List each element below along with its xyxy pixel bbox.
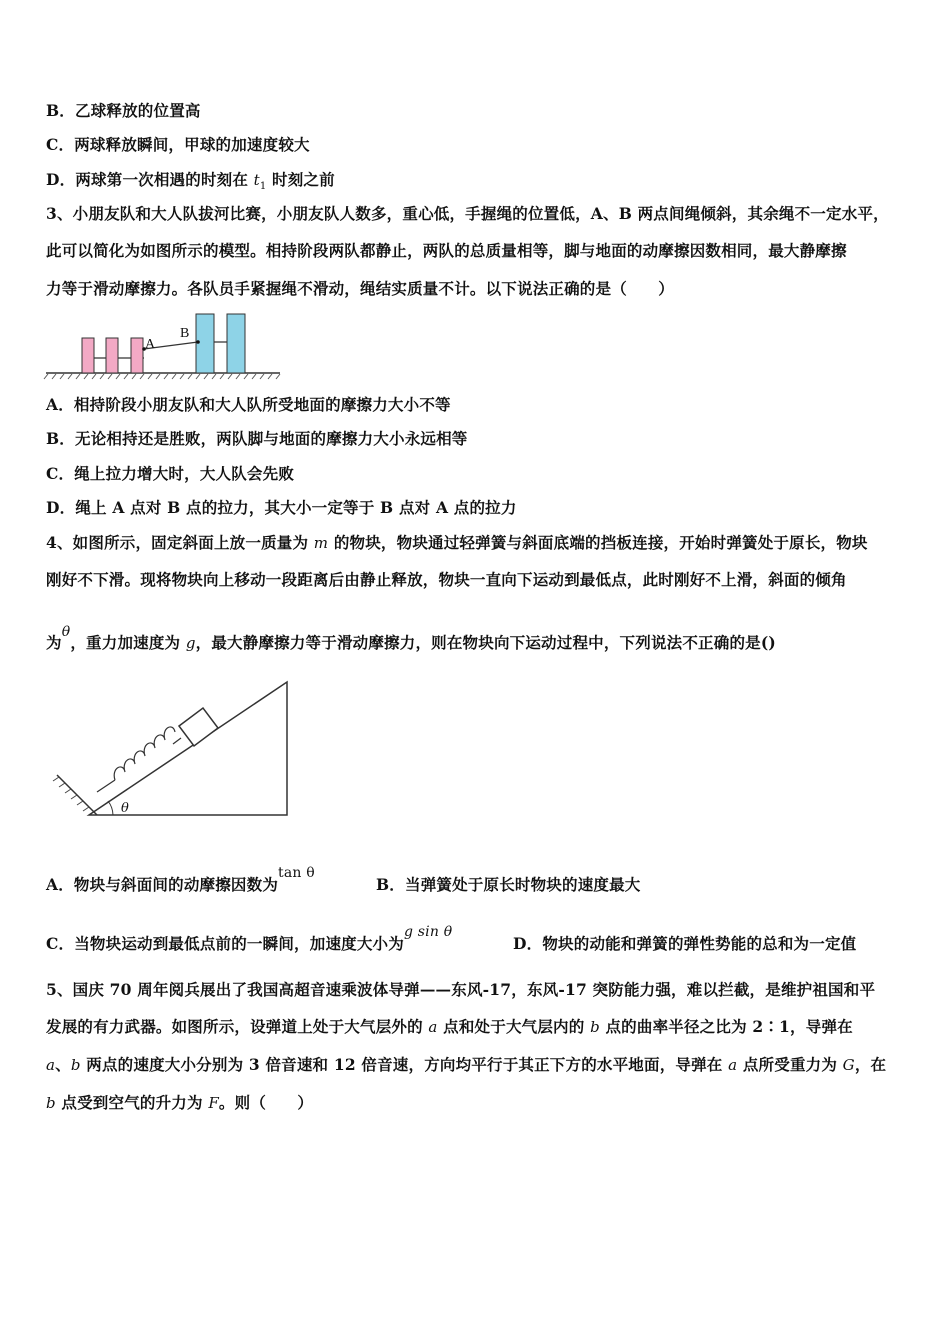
q2-option-c: C．两球释放瞬间，甲球的加速度较大 xyxy=(46,135,310,154)
q5-stem-line-1: 5、国庆 70 周年阅兵展出了我国高超音速乘波体导弹——东风-17，东风-17 突防能力强，难以拦截，是维护祖国和平 xyxy=(46,980,876,999)
q5-stem-line-3: a、b 两点的速度大小分别为 3 倍音速和 12 倍音速，方向均平行于其正下方的水平地面，导弹在 a 点所受重力为 G，在 xyxy=(46,1055,887,1074)
q4-option-a: A．物块与斜面间的动摩擦因数为tan θ xyxy=(46,865,315,894)
ground xyxy=(44,373,280,379)
incline-triangle xyxy=(89,682,287,815)
child-3 xyxy=(131,338,143,373)
spring-connector-high xyxy=(173,738,181,744)
spring-connector-low xyxy=(97,780,115,792)
angle-theta-label: θ xyxy=(121,801,129,816)
q4-stem-line-2: 刚好不下滑。现将物块向上移动一段距离后由静止释放，物块一直向下运动到最低点，此时刚好不上滑，斜面的倾角 xyxy=(46,570,847,589)
angle-arc xyxy=(108,801,113,815)
q4-option-c: C．当物块运动到最低点前的一瞬间，加速度大小为g sin θ xyxy=(46,924,453,953)
adult-2 xyxy=(227,314,245,373)
q4-option-b: B．当弹簧处于原长时物块的速度最大 xyxy=(376,875,641,894)
incline-spring-figure xyxy=(55,680,295,820)
q4-stem-line-3: 为θ，重力加速度为 g，最大静摩擦力等于滑动摩擦力，则在物块向下运动过程中，下列说法不正确的是() xyxy=(46,624,776,652)
q3-option-c: C．绳上拉力增大时，大人队会先败 xyxy=(46,464,295,483)
wall-stop xyxy=(53,775,97,815)
child-1 xyxy=(82,338,94,373)
q4-option-d: D．物块的动能和弹簧的弹性势能的总和为一定值 xyxy=(513,934,857,953)
label-a: A xyxy=(145,337,156,352)
q5-stem-line-2: 发展的有力武器。如图所示，设弹道上处于大气层外的 a 点和处于大气层内的 b 点的曲率半径之比为 2∶1，导弹在 xyxy=(46,1017,853,1036)
q4-stem-line-1: 4、如图所示，固定斜面上放一质量为 m 的物块，物块通过轻弹簧与斜面底端的挡板连接，开始时弹簧处于原长，物块 xyxy=(46,533,868,552)
q3-option-a: A．相持阶段小朋友队和大人队所受地面的摩擦力大小不等 xyxy=(46,395,451,414)
spring xyxy=(114,727,175,780)
q3-stem-line-3: 力等于滑动摩擦力。各队员手紧握绳不滑动，绳结实质量不计。以下说法正确的是（ ） xyxy=(46,279,675,298)
block xyxy=(179,708,218,746)
point-b xyxy=(196,340,200,344)
q3-stem-line-1: 3、小朋友队和大人队拔河比赛，小朋友队人数多，重心低，手握绳的位置低，A、B 两点间绳倾斜，其余绳不一定水平， xyxy=(46,204,889,223)
child-2 xyxy=(106,338,118,373)
q3-option-d: D．绳上 A 点对 B 点的拉力，其大小一定等于 B 点对 A 点的拉力 xyxy=(46,498,517,517)
q2-option-b: B．乙球释放的位置高 xyxy=(46,101,201,120)
q3-stem-line-2: 此可以简化为如图所示的模型。相持阶段两队都静止，两队的总质量相等，脚与地面的动摩擦因数相同，最大静摩擦 xyxy=(46,241,847,260)
q3-option-b: B．无论相持还是胜败，两队脚与地面的摩擦力大小永远相等 xyxy=(46,429,468,448)
q2-option-d: D．两球第一次相遇的时刻在 $t_1$ 时刻之前 xyxy=(46,170,335,193)
q5-stem-line-4: b 点受到空气的升力为 F。则（ ） xyxy=(46,1093,314,1112)
tug-of-war-figure xyxy=(44,310,284,382)
label-b: B xyxy=(180,326,190,341)
